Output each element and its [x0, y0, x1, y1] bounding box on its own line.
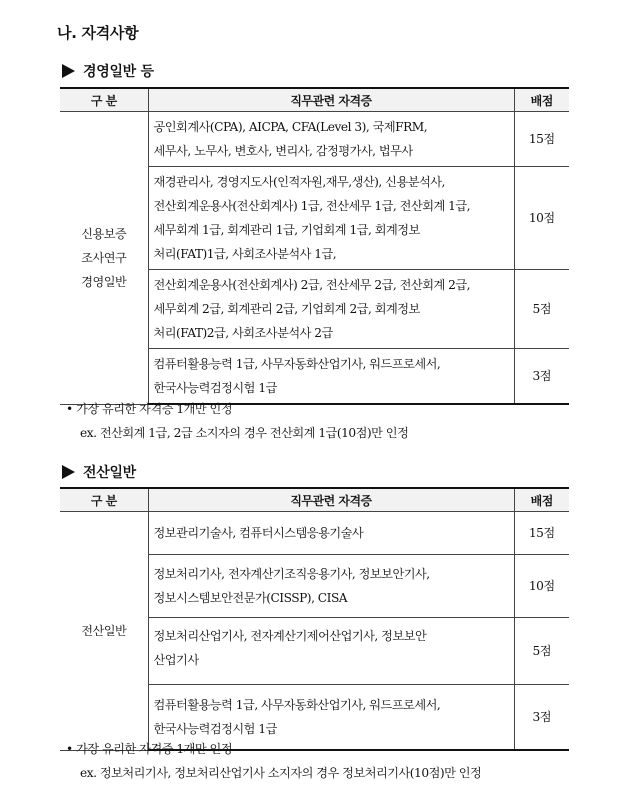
section-title: 나. 자격사항 — [57, 24, 139, 42]
header-cert: 직무관련 자격증 — [148, 88, 514, 112]
cert-line: 세무회계 1급, 회계관리 1급, 기업회계 1급, 회계정보 — [153, 223, 420, 237]
qualification-table-management — [60, 87, 569, 405]
category-line: 전산일반 — [81, 623, 127, 638]
table-row — [60, 112, 569, 167]
category-cell — [60, 112, 148, 405]
triangle-bullet-icon — [62, 465, 75, 479]
note-bullet: • 가장 유리한 자격증 1개만 인정 — [66, 742, 233, 756]
cert-line: 정보관리기술사, 컴퓨터시스템응용기술사 — [153, 526, 364, 540]
table-header-row — [60, 488, 569, 512]
cert-line: 정보시스템보안전문가(CISSP), CISA — [153, 591, 348, 605]
cert-line: 세무사, 노무사, 변호사, 변리사, 감정평가사, 법무사 — [153, 144, 413, 158]
cert-cell — [148, 512, 514, 555]
cert-line: 재경관리사, 경영지도사(인적자원,재무,생산), 신용분석사, — [153, 175, 445, 189]
cert-cell — [148, 618, 514, 685]
header-category: 구 분 — [60, 88, 148, 112]
note-bullet: • 가장 유리한 자격증 1개만 인정 — [66, 402, 233, 416]
cert-cell — [148, 270, 514, 349]
cert-line: 전산회계운용사(전산회계사) 1급, 전산세무 1급, 전산회계 1급, — [153, 199, 471, 213]
category-line: 경영일반 — [81, 274, 127, 289]
table-header-row — [60, 88, 569, 112]
cert-line: 정보처리산업기사, 전자계산기제어산업기사, 정보보안 — [153, 629, 427, 643]
subsection-title-management — [62, 61, 154, 81]
score-cell: 5점 — [514, 618, 569, 685]
table-row — [60, 512, 569, 555]
cert-line: 세무회계 2급, 회계관리 2급, 기업회계 2급, 회계정보 — [153, 302, 420, 316]
cert-cell — [148, 555, 514, 618]
qualification-table-it — [60, 487, 569, 751]
cert-line: 전산회계운용사(전산회계사) 2급, 전산세무 2급, 전산회계 2급, — [153, 278, 471, 292]
cert-cell — [148, 349, 514, 405]
category-line: 조사연구 — [81, 250, 127, 265]
cert-cell — [148, 112, 514, 167]
score-cell: 15점 — [514, 512, 569, 555]
cert-line: 정보처리기사, 전자계산기조직응용기사, 정보보안기사, — [153, 567, 430, 581]
cert-line: 컴퓨터활용능력 1급, 사무자동화산업기사, 워드프로세서, — [153, 357, 441, 371]
score-cell: 3점 — [514, 349, 569, 405]
subsection-title-text: 경영일반 등 — [83, 64, 154, 80]
cert-line: 처리(FAT)2급, 사회조사분석사 2급 — [153, 326, 333, 340]
score-cell: 10점 — [514, 167, 569, 270]
header-category: 구 분 — [60, 488, 148, 512]
note-example: ex. 전산회계 1급, 2급 소지자의 경우 전산회계 1급(10점)만 인정 — [80, 426, 409, 440]
score-cell: 10점 — [514, 555, 569, 618]
triangle-bullet-icon — [62, 64, 75, 78]
cert-line: 한국사능력검정시험 1급 — [153, 381, 277, 395]
cert-line: 컴퓨터활용능력 1급, 사무자동화산업기사, 워드프로세서, — [153, 698, 441, 712]
cert-line: 한국사능력검정시험 1급 — [153, 722, 277, 736]
category-cell — [60, 512, 148, 751]
subsection-title-text: 전산일반 — [83, 465, 136, 481]
cert-cell — [148, 167, 514, 270]
cert-line: 산업기사 — [153, 653, 199, 667]
header-score: 배점 — [514, 88, 569, 112]
score-cell: 5점 — [514, 270, 569, 349]
score-cell: 15점 — [514, 112, 569, 167]
cert-line: 공인회계사(CPA), AICPA, CFA(Level 3), 국제FRM, — [153, 120, 428, 134]
score-cell: 3점 — [514, 685, 569, 751]
note-example: ex. 정보처리기사, 정보처리산업기사 소지자의 경우 정보처리기사(10점)만 인정 — [80, 766, 482, 780]
header-score: 배점 — [514, 488, 569, 512]
cert-line: 처리(FAT)1급, 사회조사분석사 1급, — [153, 247, 337, 261]
subsection-title-it — [62, 462, 136, 482]
category-line: 신용보증 — [81, 226, 127, 241]
header-cert: 직무관련 자격증 — [148, 488, 514, 512]
